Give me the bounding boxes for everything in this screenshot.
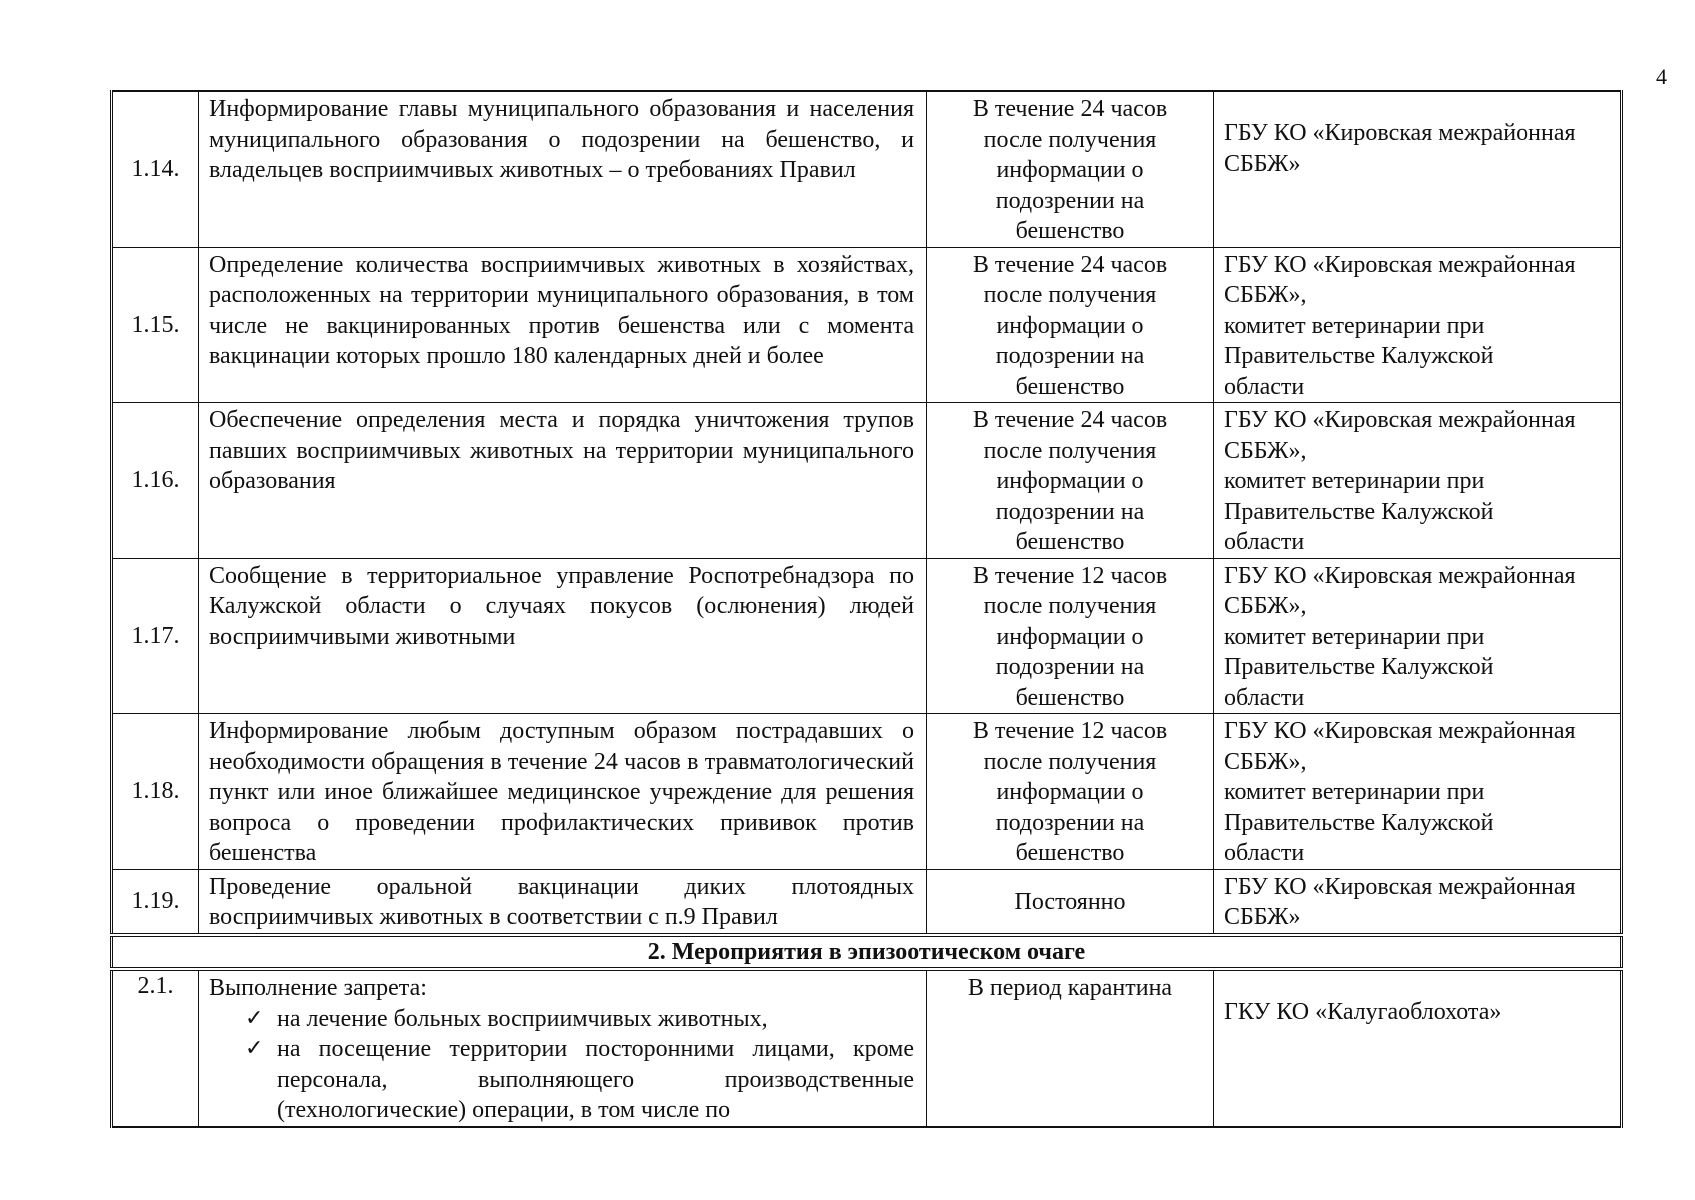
row-term [927,558,1214,714]
row-responsible [1214,91,1622,247]
resp-line: ГБУ КО «Кировская межрайонная [1224,407,1576,433]
resp-line: области [1224,684,1305,711]
resp-line: ГБУ КО «Кировская межрайонная [1224,562,1576,589]
row-description [199,969,927,1127]
list-item [209,1004,914,1035]
resp-line: СББЖ», [1224,593,1307,619]
section-title: 2. Мероприятия в эпизоотическом очаге [112,935,1622,970]
row-description: Информирование главы муниципального образования и населения муниципального образования о подозрении на бешенство, и владельцев восприимчивых животных – о требованиях Правил [199,91,927,247]
term-line: бешенство [1015,684,1125,711]
term-line: после получения [983,748,1157,775]
term-line: информации о [996,779,1144,805]
row-term [927,403,1214,559]
term-line: после получения [983,593,1157,619]
row-responsible: ГКУ КО «Калугаоблохота» [1214,969,1622,1127]
row-description: Сообщение в территориальное управление Роспотребнадзора по Калужской области о случаях покусов (ослюнения) людей восприимчивыми животными [199,558,927,714]
table-row [112,869,1622,935]
resp-line: области [1224,840,1305,866]
term-line: подозрении на [995,809,1145,836]
resp-line: Правительстве Калужской [1224,809,1494,836]
term-line: информации о [996,157,1144,183]
row-description: Обеспечение определения места и порядка уничтожения трупов павших восприимчивых животных на территории муниципального образования [199,403,927,559]
page-number: 4 [1656,64,1667,89]
list-item-text: на лечение больных восприимчивых животных, [277,1005,768,1032]
term-line: после получения [983,126,1157,153]
row-term [927,247,1214,403]
term-line: бешенство [1015,840,1125,866]
term-line: В течение 12 часов [972,718,1168,744]
term-line: подозрении на [995,654,1145,680]
row-intro: Выполнение запрета: [209,975,427,1001]
table-row [112,247,1622,403]
term-line: подозрении на [995,343,1145,369]
list-item [209,1034,914,1126]
row-description: Проведение оральной вакцинации диких плотоядных восприимчивых животных в соответствии с п.9 Правил [199,869,927,935]
row-description: Определение количества восприимчивых животных в хозяйствах, расположенных на территории муниципального образования, в том числе не вакцинированных против бешенства или с момента вакцинации которых прошло 180 календарных дней и более [199,247,927,403]
term-line: после получения [983,282,1157,308]
term-line: В течение 12 часов [972,562,1168,589]
resp-line: Правительстве Калужской [1224,498,1494,525]
term-line: подозрении на [995,187,1145,214]
row-description: Информирование любым доступным образом пострадавших о необходимости обращения в течение 24 часов в травматологический пункт или иное ближайшее медицинское учреждение для решения вопроса о проведении профилактических прививок против бешенства [199,714,927,870]
row-responsible [1214,558,1622,714]
term-line: В течение 24 часов [972,96,1168,122]
table-row [112,91,1622,247]
resp-line: ГБУ КО «Кировская межрайонная [1224,873,1576,900]
row-responsible [1214,714,1622,870]
resp-line: комитет ветеринарии при [1224,468,1485,494]
table-row [112,558,1622,714]
term-line: В течение 24 часов [972,251,1168,278]
resp-line: Правительстве Калужской [1224,654,1494,680]
row-term [927,91,1214,247]
term-line: бешенство [1015,529,1125,555]
measures-table [110,90,1623,1128]
check-icon: ✓ [245,1005,264,1031]
term-line: бешенство [1015,218,1125,244]
resp-line: комитет ветеринарии при [1224,623,1485,650]
row-number: 1.17. [112,558,199,714]
term-line: подозрении на [995,498,1145,525]
resp-line: СББЖ», [1224,282,1307,308]
resp-line: комитет ветеринарии при [1224,779,1485,805]
resp-line: СББЖ», [1224,748,1307,775]
row-term [927,714,1214,870]
check-list [209,1004,914,1126]
section-header-row [112,935,1622,970]
resp-line: области [1224,529,1305,555]
list-item-text: на посещение территории посторонними лицами, кроме персонала, выполняющего производственные (технологические) операции, в том числе по [277,1036,914,1123]
table-row [112,714,1622,870]
resp-line: СББЖ», [1224,437,1307,464]
term-line: Постоянно [1014,888,1126,915]
check-icon: ✓ [245,1036,264,1061]
row-number: 1.18. [112,714,199,870]
resp-line: СББЖ» [1224,150,1301,177]
row-number: 1.19. [112,869,199,935]
resp-line: ГБУ КО «Кировская межрайонная [1224,120,1576,146]
resp-line: ГБУ КО «Кировская межрайонная [1224,718,1576,744]
row-term [927,869,1214,935]
row-number: 1.15. [112,247,199,403]
resp-line: ГБУ КО «Кировская межрайонная [1224,251,1576,278]
term-line: информации о [996,312,1144,339]
resp-line: комитет ветеринарии при [1224,312,1485,339]
resp-line: СББЖ» [1224,904,1301,930]
row-responsible [1214,869,1622,935]
term-line: бешенство [1015,373,1125,400]
row-term: В период карантина [927,969,1214,1127]
resp-line: Правительстве Калужской [1224,343,1494,369]
term-line: В течение 24 часов [972,407,1168,433]
row-number: 2.1. [112,969,199,1127]
resp-line: области [1224,373,1305,400]
term-line: информации о [996,623,1144,650]
term-line: информации о [996,468,1144,494]
table-row [112,969,1622,1127]
table-row [112,403,1622,559]
row-responsible [1214,403,1622,559]
row-number: 1.14. [112,91,199,247]
row-responsible [1214,247,1622,403]
row-number: 1.16. [112,403,199,559]
term-line: после получения [983,437,1157,464]
